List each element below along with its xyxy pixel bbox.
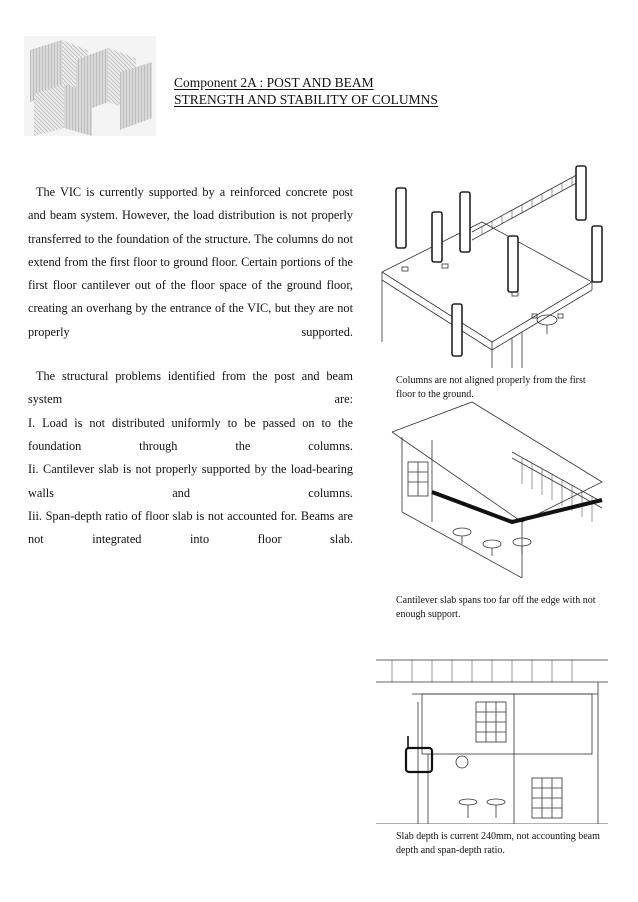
figure-1-caption: Columns are not aligned properly from the first floor to the ground. <box>396 375 586 400</box>
paragraph-1: The VIC is currently supported by a reinforced concrete post and beam system. However, the load distribution is not properly transferred to the foundation of the structure. The columns do not extend from the first floor to ground floor. Certain portions of the first floor cantilever out of the floor space of the ground floor, creating an overhang by the entrance of the VIC, but they are not properly supported. <box>28 185 353 339</box>
figure-2-caption: Cantilever slab spans too far off the edge with not enough support. <box>396 595 596 620</box>
body-text <box>28 181 353 551</box>
figure-3-caption: Slab depth is current 240mm, not accounting beam depth and span-depth ratio. <box>396 831 600 856</box>
problem-item-2: Ii. Cantilever slab is not properly supported by the load-bearing walls and columns. <box>28 462 353 500</box>
cantilever-slab-diagram <box>372 392 612 578</box>
title-line-1: Component 2A : POST AND BEAM <box>174 75 374 90</box>
page-title <box>174 74 494 108</box>
problem-item-3: Iii. Span-depth ratio of floor slab is not accounted for. Beams are not integrated into floor slab. <box>28 508 353 547</box>
isometric-column-diagram <box>372 152 612 368</box>
problem-item-1: I. Load is not distributed uniformly to be passed on to the foundation through the columns. <box>28 415 353 453</box>
title-line-2: STRENGTH AND STABILITY OF COLUMNS <box>174 92 438 107</box>
slab-depth-section-diagram <box>372 652 612 824</box>
header-thumbnail-image <box>24 36 156 136</box>
paragraph-2-intro: The structural problems identified from the post and beam system are: <box>28 369 353 407</box>
